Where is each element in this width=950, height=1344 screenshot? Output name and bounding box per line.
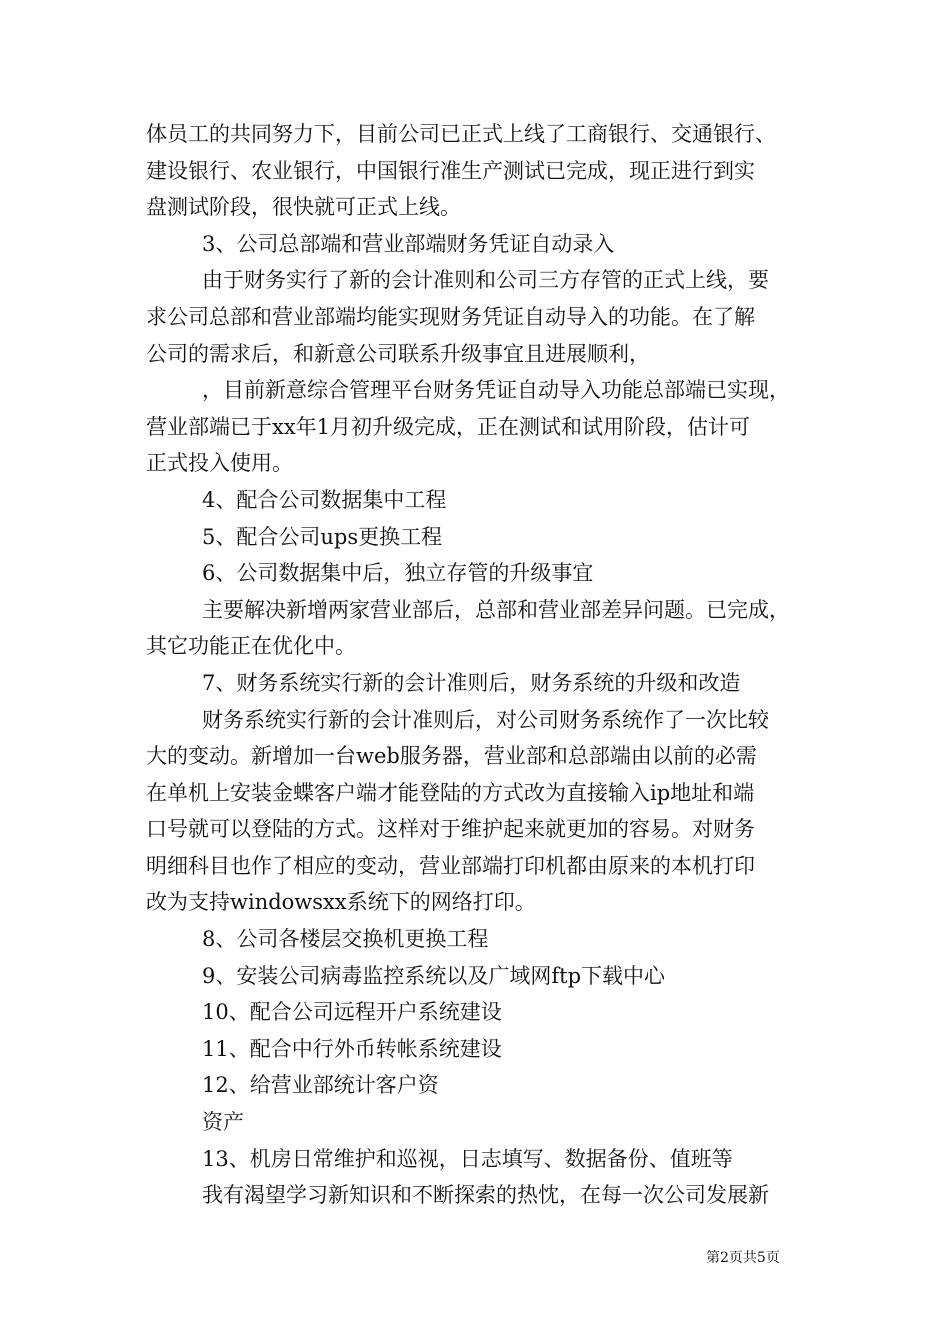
text-line: 12、给营业部统计客户资	[202, 1073, 439, 1098]
text-line: 其它功能正在优化中。	[146, 634, 356, 659]
page-number: 第2页共5页	[706, 1250, 780, 1266]
text-line: 5、配合公司ups更换工程	[202, 524, 443, 549]
text-line: 大的变动。新增加一台web服务器，营业部和总部端由以前的必需	[146, 744, 757, 769]
text-line: 营业部端已于xx年1月初升级完成，正在测试和试用阶段，估计可	[146, 414, 751, 439]
text-line: 正式投入使用。	[146, 451, 293, 476]
text-line: 资产	[202, 1110, 244, 1135]
text-line: 9、安装公司病毒监控系统以及广域网ftp下载中心	[202, 963, 666, 988]
text-line: 10、配合公司远程开户系统建设	[202, 1000, 502, 1025]
text-line: 8、公司各楼层交换机更换工程	[202, 927, 489, 952]
text-line: 3、公司总部端和营业部端财务凭证自动录入	[202, 231, 615, 256]
text-line: 13、机房日常维护和巡视，日志填写、数据备份、值班等	[202, 1146, 733, 1171]
text-line: 在单机上安装金蝶客户端才能登陆的方式改为直接输入ip地址和端	[146, 780, 755, 805]
text-line: 财务系统实行新的会计准则后，对公司财务系统作了一次比较	[202, 707, 769, 732]
text-line: 11、配合中行外币转帐系统建设	[202, 1036, 502, 1061]
text-line: 由于财务实行了新的会计准则和公司三方存管的正式上线，要	[202, 268, 769, 293]
text-line: 我有渴望学习新知识和不断探索的热忱，在每一次公司发展新	[202, 1183, 769, 1208]
text-line: 公司的需求后，和新意公司联系升级事宜且进展顺利，	[146, 341, 650, 366]
text-line: 7、财务系统实行新的会计准则后，财务系统的升级和改造	[202, 670, 741, 695]
document-body	[146, 116, 826, 1214]
text-line: 口号就可以登陆的方式。这样对于维护起来就更加的容易。对财务	[146, 817, 755, 842]
text-line: 改为支持windowsxx系统下的网络打印。	[146, 890, 536, 915]
text-line: 盘测试阶段，很快就可正式上线。	[146, 195, 461, 220]
text-line: 主要解决新增两家营业部后，总部和营业部差异问题。已完成，	[202, 597, 790, 622]
text-line: 4、配合公司数据集中工程	[202, 487, 447, 512]
text-line: ，目前新意综合管理平台财务凭证自动导入功能总部端已实现，	[202, 378, 790, 403]
text-line: 6、公司数据集中后，独立存管的升级事宜	[202, 561, 594, 586]
text-line: 体员工的共同努力下，目前公司已正式上线了工商银行、交通银行、	[146, 122, 776, 146]
text-line: 建设银行、农业银行，中国银行准生产测试已完成，现正进行到实	[146, 158, 755, 183]
text-line: 明细科目也作了相应的变动，营业部端打印机都由原来的本机打印	[146, 853, 755, 878]
text-line: 求公司总部和营业部端均能实现财务凭证自动导入的功能。在了解	[146, 304, 755, 329]
